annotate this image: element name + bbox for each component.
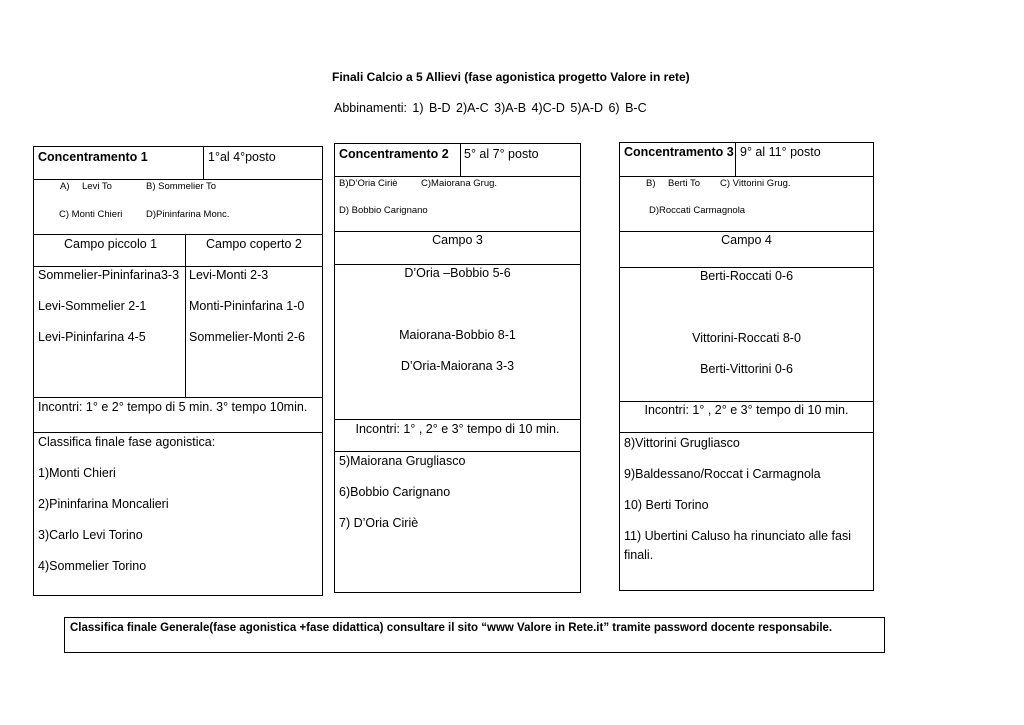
c2-range: 5° al 7° posto — [464, 147, 539, 161]
c3-note-line-2: finali. — [624, 548, 654, 562]
c1-range: 1°al 4°posto — [208, 150, 276, 164]
c2-team-d: D) Bobbio Carignano — [339, 205, 428, 216]
c3-note-line-1: 11) Ubertini Caluso ha rinunciato alle fasi — [624, 529, 851, 543]
c3-team-c: C) Vittorini Grug. — [720, 178, 791, 189]
general-standings-note-text: Classifica finale Generale(fase agonistica +fase didattica) consultare il sito “www Valore in Rete.it” tramite password docente responsabile. — [70, 622, 833, 634]
c1-standing-2: 2)Pininfarina Moncalieri — [38, 497, 169, 511]
c2-standing-5: 5)Maiorana Grugliasco — [339, 454, 466, 468]
c1-team-a: Levi To — [82, 181, 112, 192]
page-title: Finali Calcio a 5 Allievi (fase agonistica progetto Valore in rete) — [332, 70, 690, 84]
c2-match-1: D’Oria –Bobbio 5-6 — [404, 266, 511, 280]
c1-left-match-3: Levi-Pininfarina 4-5 — [38, 330, 146, 344]
c1-incontri: Incontri: 1° e 2° tempo di 5 min. 3° tempo 10min. — [38, 400, 308, 414]
c3-team-d: D)Roccati Carmagnola — [649, 205, 746, 216]
c1-team-d: D)Pininfarina Monc. — [146, 209, 230, 220]
general-standings-note — [64, 617, 885, 653]
c1-standing-4: 4)Sommelier Torino — [38, 559, 147, 573]
c3-match-2: Vittorini-Roccati 8-0 — [692, 331, 801, 345]
c2-standing-7: 7) D’Oria Ciriè — [339, 516, 419, 530]
c2-team-c: C)Maiorana Grug. — [421, 178, 498, 189]
c3-field: Campo 4 — [721, 233, 772, 247]
c2-team-b: B)D’Oria Ciriè — [339, 178, 398, 189]
c2-standing-6: 6)Bobbio Carignano — [339, 485, 451, 499]
c1-right-match-2: Monti-Pininfarina 1-0 — [189, 299, 305, 313]
c3-match-1: Berti-Roccati 0-6 — [699, 269, 794, 283]
c1-right-match-1: Levi-Monti 2-3 — [189, 268, 269, 282]
concentramento-2-table — [334, 143, 581, 593]
c3-name: Concentramento 3 — [624, 145, 734, 159]
c3-incontri: Incontri: 1° , 2° e 3° tempo di 10 min. — [644, 403, 849, 417]
c2-incontri: Incontri: 1° , 2° e 3° tempo di 10 min. — [355, 422, 560, 436]
c3-team-b: Berti To — [668, 178, 701, 189]
c3-standing-8: 8)Vittorini Grugliasco — [624, 436, 740, 450]
c1-field-right: Campo coperto 2 — [206, 237, 302, 251]
c3-standing-9: 9)Baldessano/Roccat i Carmagnola — [624, 467, 821, 481]
c2-field: Campo 3 — [432, 233, 483, 247]
c1-name: Concentramento 1 — [38, 150, 148, 164]
c1-team-a-marker: A) — [60, 181, 70, 192]
c1-left-match-1: Sommelier-Pininfarina3-3 — [38, 268, 180, 282]
c1-standing-3: 3)Carlo Levi Torino — [38, 528, 143, 542]
pairings-line: Abbinamenti: 1) B-D 2)A-C 3)A-B 4)C-D 5)A-D 6) B-C — [334, 101, 647, 115]
c3-team-b-marker: B) — [646, 178, 656, 189]
c1-team-c: C) Monti Chieri — [59, 209, 123, 220]
c3-match-3: Berti-Vittorini 0-6 — [700, 362, 793, 376]
c1-standing-1: 1)Monti Chieri — [38, 466, 116, 480]
c3-standing-10: 10) Berti Torino — [624, 498, 709, 512]
concentramento-1-table — [33, 146, 323, 596]
c1-left-match-2: Levi-Sommelier 2-1 — [38, 299, 147, 313]
c3-range: 9° al 11° posto — [740, 145, 821, 159]
c2-match-2: Maiorana-Bobbio 8-1 — [399, 328, 516, 342]
concentramento-3-table — [619, 142, 874, 591]
c2-match-3: D’Oria-Maiorana 3-3 — [400, 359, 515, 373]
c1-field-left: Campo piccolo 1 — [64, 237, 158, 251]
c2-name: Concentramento 2 — [339, 147, 449, 161]
c1-right-match-3: Sommelier-Monti 2-6 — [189, 330, 306, 344]
c1-standings-title: Classifica finale fase agonistica: — [38, 435, 216, 449]
c1-team-b: B) Sommelier To — [146, 181, 217, 192]
